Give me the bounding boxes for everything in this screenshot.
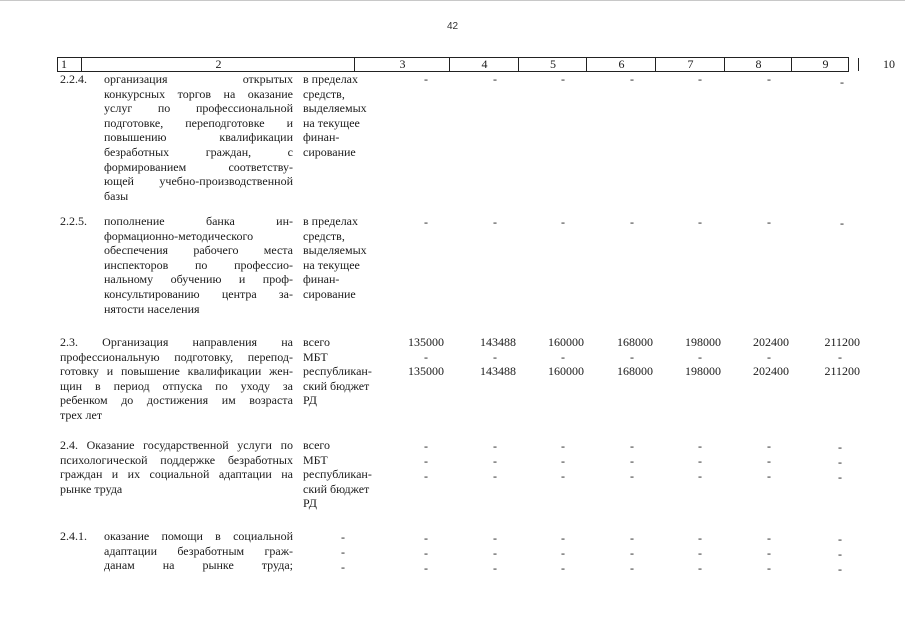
source-line: средств, xyxy=(303,228,345,243)
row-code-2-4-1: 2.4.1. xyxy=(60,529,87,543)
mbt-value: - xyxy=(838,455,842,469)
value-cell: - xyxy=(493,546,497,560)
republic-budget-value: 135000 xyxy=(408,364,444,378)
republic-budget-value: - xyxy=(493,469,497,483)
value-cell: - xyxy=(767,72,771,86)
row-description-2-4-1 xyxy=(104,529,293,573)
value-cell: - xyxy=(840,75,844,89)
row-code-2-2-5: 2.2.5. xyxy=(60,214,87,228)
description-line: рынке труда xyxy=(60,481,123,496)
source-line: на текущее xyxy=(303,257,360,272)
description-line: данам на рынке труда; xyxy=(104,558,293,573)
value-cell: - xyxy=(767,215,771,229)
description-line: ребенком до достижения им возраста xyxy=(60,393,293,408)
value-cell: - xyxy=(698,531,702,545)
source-line: финан- xyxy=(303,272,340,287)
value-cell: - xyxy=(561,546,565,560)
source-line: республикан- xyxy=(303,364,372,379)
value-cell: - xyxy=(840,216,844,230)
total-value: - xyxy=(698,439,702,453)
source-line: в пределах xyxy=(303,214,359,228)
description-line: подготовке, переподготовке и xyxy=(104,115,293,130)
row-code-2-2-4: 2.2.4. xyxy=(60,72,87,86)
value-cell: - xyxy=(424,546,428,560)
republic-budget-value: - xyxy=(838,470,842,484)
republic-budget-value: - xyxy=(424,469,428,483)
description-line: нятости населения xyxy=(104,301,200,316)
source-line: выделяемых xyxy=(303,243,367,258)
value-cell: - xyxy=(493,531,497,545)
value-cell: - xyxy=(424,531,428,545)
description-line: адаптации безработным граж- xyxy=(104,543,293,558)
value-cell: - xyxy=(838,532,842,546)
source-dash: - xyxy=(341,530,345,544)
mbt-value: - xyxy=(493,350,497,364)
description-line: обеспечения рабочего места xyxy=(104,243,293,258)
value-cell: - xyxy=(698,561,702,575)
value-cell: - xyxy=(630,215,634,229)
value-cell: - xyxy=(561,531,565,545)
value-cell: - xyxy=(698,546,702,560)
mbt-value: - xyxy=(698,454,702,468)
description-line: пополнение банка ин- xyxy=(104,214,293,228)
description-line: щин в период отпуска по уходу за xyxy=(60,378,293,393)
description-line: повышению квалификации xyxy=(104,130,293,145)
republic-budget-value: - xyxy=(630,469,634,483)
column-header-7: 7 xyxy=(655,58,725,71)
column-header-4: 4 xyxy=(449,58,519,71)
column-header-6: 6 xyxy=(586,58,656,71)
source-line: всего xyxy=(303,438,331,452)
mbt-value: - xyxy=(561,350,565,364)
description-line: оказание помощи в социальной xyxy=(104,529,293,543)
row-description-2-3 xyxy=(60,335,293,423)
value-cell: - xyxy=(493,72,497,86)
description-line: безработных граждан, с xyxy=(104,144,293,159)
total-value: - xyxy=(767,439,771,453)
republic-budget-value: 198000 xyxy=(685,364,721,378)
republic-budget-value: 143488 xyxy=(480,364,516,378)
source-line: средств, xyxy=(303,86,345,101)
value-cell: - xyxy=(424,72,428,86)
mbt-value: - xyxy=(630,350,634,364)
row-description-2-4 xyxy=(60,438,293,496)
value-cell: - xyxy=(630,546,634,560)
republic-budget-value: - xyxy=(698,469,702,483)
mbt-value: - xyxy=(561,454,565,468)
total-value: - xyxy=(630,439,634,453)
source-line: в пределах xyxy=(303,72,359,86)
mbt-value: - xyxy=(493,454,497,468)
value-cell: - xyxy=(767,531,771,545)
source-line: сирование xyxy=(303,286,356,301)
total-value: - xyxy=(424,439,428,453)
description-line: базы xyxy=(104,188,129,203)
value-cell: - xyxy=(767,561,771,575)
source-dash: - xyxy=(341,545,345,559)
value-cell: - xyxy=(493,561,497,575)
column-header-2: 2 xyxy=(81,58,355,71)
description-line: 2.3. Организация направления на xyxy=(60,335,293,349)
republic-budget-value: - xyxy=(561,469,565,483)
description-line: конкурсных торгов на оказание xyxy=(104,86,293,101)
scan-edge-artifact xyxy=(0,0,905,2)
source-line: финан- xyxy=(303,130,340,145)
description-line: нальному обучению и проф- xyxy=(104,272,293,287)
mbt-value: - xyxy=(630,454,634,468)
row-description-2-2-5 xyxy=(104,214,293,316)
total-value: - xyxy=(838,440,842,454)
mbt-value: - xyxy=(698,350,702,364)
mbt-value: - xyxy=(838,350,842,364)
value-cell: - xyxy=(630,561,634,575)
source-line: сирование xyxy=(303,144,356,159)
source-line: РД xyxy=(303,393,317,408)
source-dash: - xyxy=(341,560,345,574)
column-header-3: 3 xyxy=(354,58,450,71)
mbt-value: - xyxy=(424,350,428,364)
total-value: - xyxy=(493,439,497,453)
total-value: - xyxy=(561,439,565,453)
description-line: организация открытых xyxy=(104,72,293,86)
source-line: республикан- xyxy=(303,467,372,482)
value-cell: - xyxy=(561,561,565,575)
republic-budget-value: 168000 xyxy=(617,364,653,378)
republic-budget-value: 202400 xyxy=(753,364,789,378)
value-cell: - xyxy=(424,561,428,575)
republic-budget-value: 160000 xyxy=(548,364,584,378)
total-value: 160000 xyxy=(548,335,584,349)
source-line: ский бюджет xyxy=(303,378,370,393)
value-cell: - xyxy=(424,215,428,229)
total-value: 135000 xyxy=(408,335,444,349)
description-line: 2.4. Оказание государственной услуги по xyxy=(60,438,293,452)
value-cell: - xyxy=(561,215,565,229)
value-cell: - xyxy=(630,72,634,86)
description-line: услуг по профессиональной xyxy=(104,101,293,116)
page-number: 42 xyxy=(446,21,459,32)
value-cell: - xyxy=(493,215,497,229)
column-header-9: 9 xyxy=(791,58,859,71)
total-value: 202400 xyxy=(753,335,789,349)
republic-budget-value: - xyxy=(767,469,771,483)
funding-source-2-4 xyxy=(303,438,372,511)
description-line: инспекторов по профессио- xyxy=(104,257,293,272)
description-line: профессиональную подготовку, перепод- xyxy=(60,349,293,364)
description-line: формационно-методического xyxy=(104,228,254,243)
total-value: 143488 xyxy=(480,335,516,349)
republic-budget-value: 211200 xyxy=(824,364,860,378)
mbt-value: - xyxy=(424,454,428,468)
value-cell: - xyxy=(630,531,634,545)
value-cell: - xyxy=(838,562,842,576)
description-line: консультированию центра за- xyxy=(104,286,293,301)
column-header-8: 8 xyxy=(724,58,792,71)
value-cell: - xyxy=(767,546,771,560)
value-cell: - xyxy=(561,72,565,86)
column-header-10: 10 xyxy=(858,58,905,71)
value-cell: - xyxy=(698,72,702,86)
source-line: МБТ xyxy=(303,349,328,364)
total-value: 168000 xyxy=(617,335,653,349)
total-value: 211200 xyxy=(824,335,860,349)
source-line: выделяемых xyxy=(303,101,367,116)
funding-source-2-3 xyxy=(303,335,372,408)
description-line: ющей учебно-производственной xyxy=(104,174,293,189)
source-line: на текущее xyxy=(303,115,360,130)
description-line: психологической поддержке безработных xyxy=(60,452,293,467)
description-line: трех лет xyxy=(60,407,103,422)
value-cell: - xyxy=(698,215,702,229)
description-line: граждан и их социальной адаптации на xyxy=(60,467,293,482)
mbt-value: - xyxy=(767,350,771,364)
source-line: РД xyxy=(303,496,317,511)
funding-source-2-2-5 xyxy=(303,214,367,302)
description-line: формированием соответству- xyxy=(104,159,293,174)
source-line: МБТ xyxy=(303,452,328,467)
source-line: ский бюджет xyxy=(303,481,370,496)
row-description-2-2-4 xyxy=(104,72,293,203)
description-line: готовку и повышение квалификации жен- xyxy=(60,364,293,379)
total-value: 198000 xyxy=(685,335,721,349)
column-header-1: 1 xyxy=(61,57,67,71)
source-line: всего xyxy=(303,335,331,349)
mbt-value: - xyxy=(767,454,771,468)
funding-source-2-2-4 xyxy=(303,72,367,160)
table-header-row xyxy=(57,57,895,72)
value-cell: - xyxy=(838,547,842,561)
column-header-5: 5 xyxy=(518,58,587,71)
